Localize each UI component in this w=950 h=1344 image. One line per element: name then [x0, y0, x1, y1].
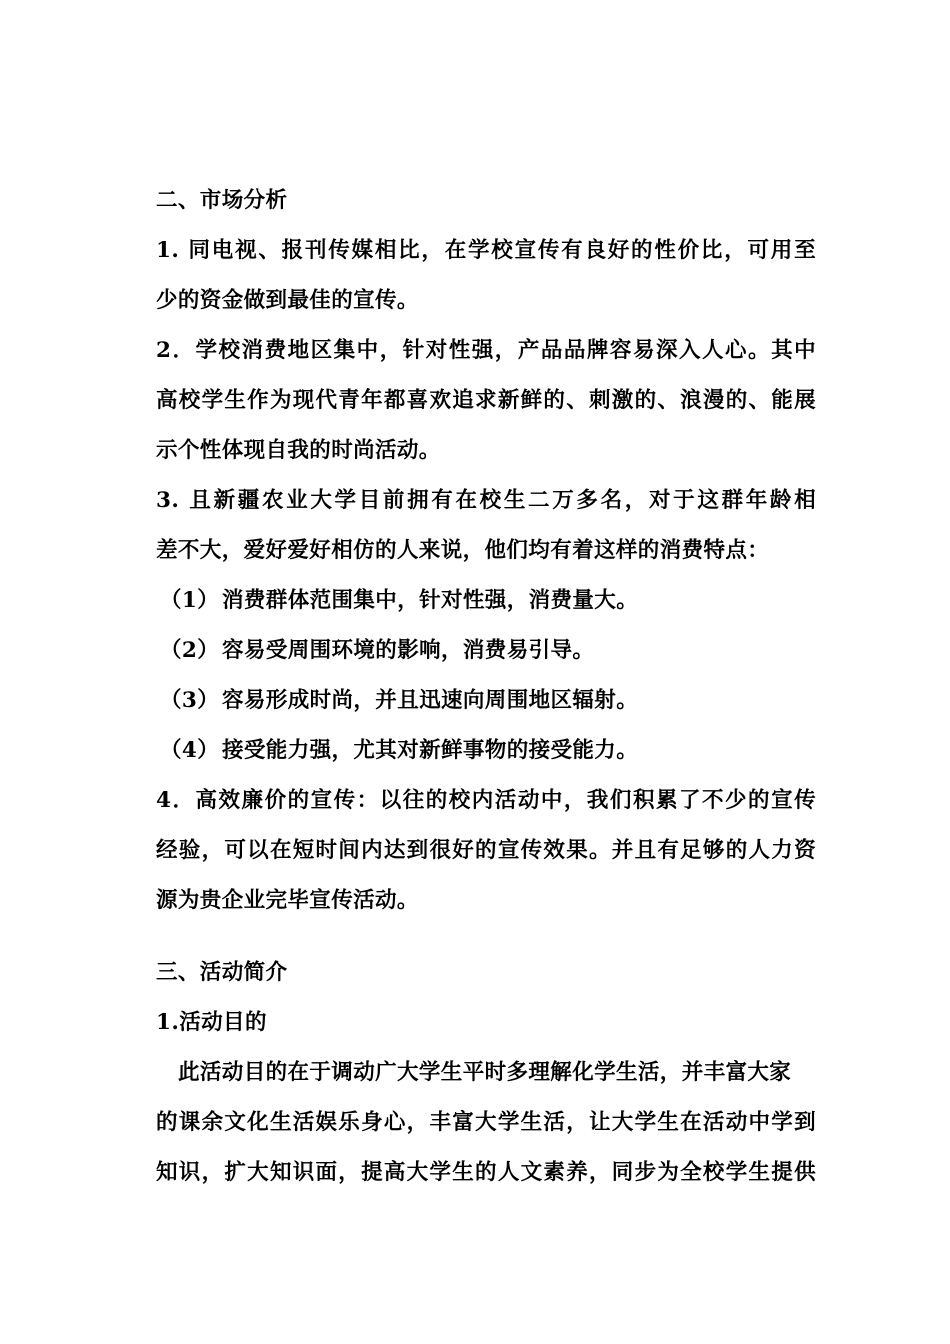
purpose-line-2: 的课余文化生活娱乐身心，丰富大学生活，让大学生在活动中学到	[156, 1110, 816, 1135]
subheading-purpose: 1.活动目的	[156, 1010, 267, 1035]
section-heading-market: 二、市场分析	[156, 188, 288, 213]
paragraph-4-line-2: 经验，可以在短时间内达到很好的宣传效果。并且有足够的人力资	[156, 838, 816, 863]
paragraph-3-line-2: 差不大，爱好爱好相仿的人来说，他们均有着这样的消费特点：	[156, 538, 770, 563]
list-item	[160, 686, 820, 716]
list-item	[160, 586, 820, 616]
paragraph-1-line-1: 1. 同电视、报刊传媒相比，在学校宣传有良好的性价比，可用至	[156, 238, 816, 263]
list-item-marker: （3）	[160, 688, 220, 713]
list-item-marker: （1）	[160, 588, 220, 613]
paragraph-4-line-1: 4．高效廉价的宣传：以往的校内活动中，我们积累了不少的宣传	[156, 788, 816, 813]
paragraph-1-line-2: 少的资金做到最佳的宣传。	[156, 288, 419, 313]
list-item-text: 容易受周围环境的影响，消费易引导。	[222, 638, 595, 663]
list-item-text: 消费群体范围集中，针对性强，消费量大。	[222, 588, 639, 613]
paragraph-2-line-3: 示个性体现自我的时尚活动。	[156, 438, 441, 463]
list-item-marker: （4）	[160, 738, 220, 763]
paragraph-3-line-1: 3. 且新疆农业大学目前拥有在校生二万多名，对于这群年龄相	[156, 488, 816, 513]
paragraph-2-line-1: 2．学校消费地区集中，针对性强，产品品牌容易深入人心。其中	[156, 338, 816, 363]
purpose-line-1: 此活动目的在于调动广大学生平时多理解化学生活，并丰富大家	[178, 1060, 792, 1085]
paragraph-2-line-2: 高校学生作为现代青年都喜欢追求新鲜的、刺激的、浪漫的、能展	[156, 388, 816, 413]
section-heading-activity: 三、活动简介	[156, 960, 288, 985]
list-item-text: 容易形成时尚，并且迅速向周围地区辐射。	[222, 688, 639, 713]
list-item-marker: （2）	[160, 638, 220, 663]
list-item-text: 接受能力强，尤其对新鲜事物的接受能力。	[222, 738, 639, 763]
list-item	[160, 736, 820, 766]
paragraph-4-line-3: 源为贵企业完毕宣传活动。	[156, 888, 419, 913]
list-item	[160, 636, 820, 666]
purpose-line-3: 知识，扩大知识面，提高大学生的人文素养，同步为全校学生提供	[156, 1160, 816, 1185]
